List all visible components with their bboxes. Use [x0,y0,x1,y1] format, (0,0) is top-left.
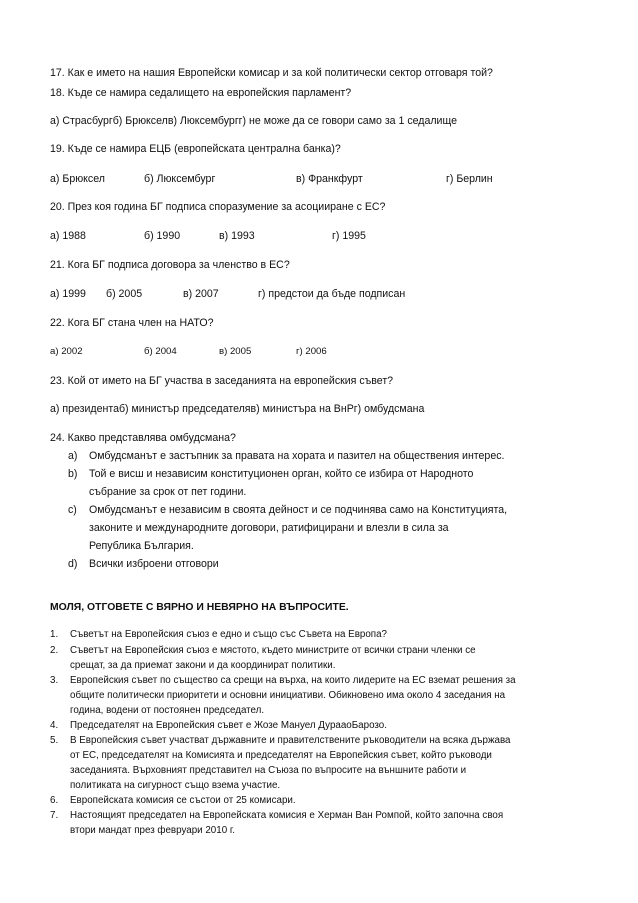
statement-line: политиката на сигурност също взема участие. [70,780,281,791]
q24-option-line: Омбудсманът е застъпник за правата на хората и пазител на обществения интерес. [89,450,505,462]
statement-line: Настоящият председател на Европейската комисия е Херман Ван Ромпой, който започна своя [70,810,504,821]
q24-option-letter: c) [68,504,77,516]
q24-option-line: Омбудсманът е независим в своята дейност и се подчинява само на Конституцията, [89,504,508,516]
statement-line: Европейския съвет по същество са срещи на върха, на които лидерите на ЕС вземат решения за [70,675,516,686]
question-19: 19. Къде се намира ЕЦБ (европейската централна банка)? [50,143,341,155]
statement-number: 2. [50,645,59,656]
statement-line: Съветът на Европейския съюз е мястото, където министрите от всички страни членки се [70,645,476,656]
q22-option-b: б) 2004 [144,346,177,357]
q21-option-b: б) 2005 [106,288,143,300]
statement-line: В Европейския съвет участват държавните и правителствените ръководители на всяка държава [70,735,511,746]
q24-option-letter: b) [68,468,78,480]
question-18-answers: а) Страсбургб) Брюкселв) Люксембургг) не може да се говори само за 1 седалище [50,115,457,127]
q19-option-b: б) Люксембург [144,173,216,185]
statement-number: 3. [50,675,59,686]
q24-option-line: Той е висш и независим конституционен орган, който се избира от Народното [89,468,474,480]
q21-option-a: а) 1999 [50,288,86,300]
statement-line: Председателят на Европейския съвет е Жозе Мануел ДурааоБарозо. [70,720,387,731]
question-21: 21. Кога БГ подписа договора за членство в ЕС? [50,259,290,271]
statement-line: Съветът на Европейския съюз е едно и също със Съвета на Европа? [70,629,388,640]
statement-number: 1. [50,629,59,640]
question-23-answers: а) президентаб) министър председателяв) министъра на ВнРг) омбудсмана [50,403,425,415]
q19-option-a: а) Брюксел [50,173,105,185]
q24-option-letter: a) [68,450,78,462]
q24-option-line: законите и международните договори, ратифицирани и влезли в сила за [89,522,449,534]
q22-option-c: в) 2005 [219,346,252,357]
statement-number: 6. [50,795,59,806]
q19-option-c: в) Франкфурт [296,173,363,185]
question-22: 22. Кога БГ стана член на НАТО? [50,317,214,329]
q24-option-line: Република България. [89,540,194,552]
statement-number: 7. [50,810,59,821]
statement-number: 5. [50,735,59,746]
statement-line: общите политически приоритети и основни инициативи. Обикновено има около 4 заседания на [70,690,506,701]
q21-option-c: в) 2007 [183,288,219,300]
q24-option-line: събрание за срок от пет години. [89,486,247,498]
q24-option-line: Всички изброени отговори [89,558,219,570]
statement-line: от ЕС, председателят на Комисията и председателят на Европейския съвет, който ръководи [70,750,492,761]
question-18: 18. Къде се намира седалището на европейския парламент? [50,87,352,99]
statement-number: 4. [50,720,59,731]
question-24: 24. Какво представлява омбудсмана? [50,432,236,444]
q22-option-d: г) 2006 [296,346,327,357]
q20-option-a: а) 1988 [50,230,86,242]
q20-option-c: в) 1993 [219,230,255,242]
statement-line: втори мандат през февруари 2010 г. [70,825,235,836]
question-23: 23. Кой от името на БГ участва в заседанията на европейския съвет? [50,375,394,387]
statement-line: година, водени от постоянен председател. [70,705,265,716]
q24-option-letter: d) [68,558,78,570]
q20-option-d: г) 1995 [332,230,366,242]
question-20: 20. През коя година БГ подписа споразумение за асоцииране с ЕС? [50,201,386,213]
q19-option-d: г) Берлин [446,173,493,185]
q22-option-a: а) 2002 [50,346,83,357]
statement-line: Европейската комисия се състои от 25 комисари. [70,795,296,806]
question-17: 17. Как е името на нашия Европейски комисар и за кой политически сектор отговаря той? [50,67,493,79]
section-title: МОЛЯ, ОТГОВЕТЕ С ВЯРНО И НЕВЯРНО НА ВЪПРОСИТЕ. [50,602,349,613]
q21-option-d: г) предстои да бъде подписан [258,288,406,300]
statement-line: заседанията. Върховният представител на Съюза по въпросите на външните работи и [70,765,467,776]
q20-option-b: б) 1990 [144,230,181,242]
statement-line: срещат, за да приемат закони и да координират политики. [70,660,336,671]
